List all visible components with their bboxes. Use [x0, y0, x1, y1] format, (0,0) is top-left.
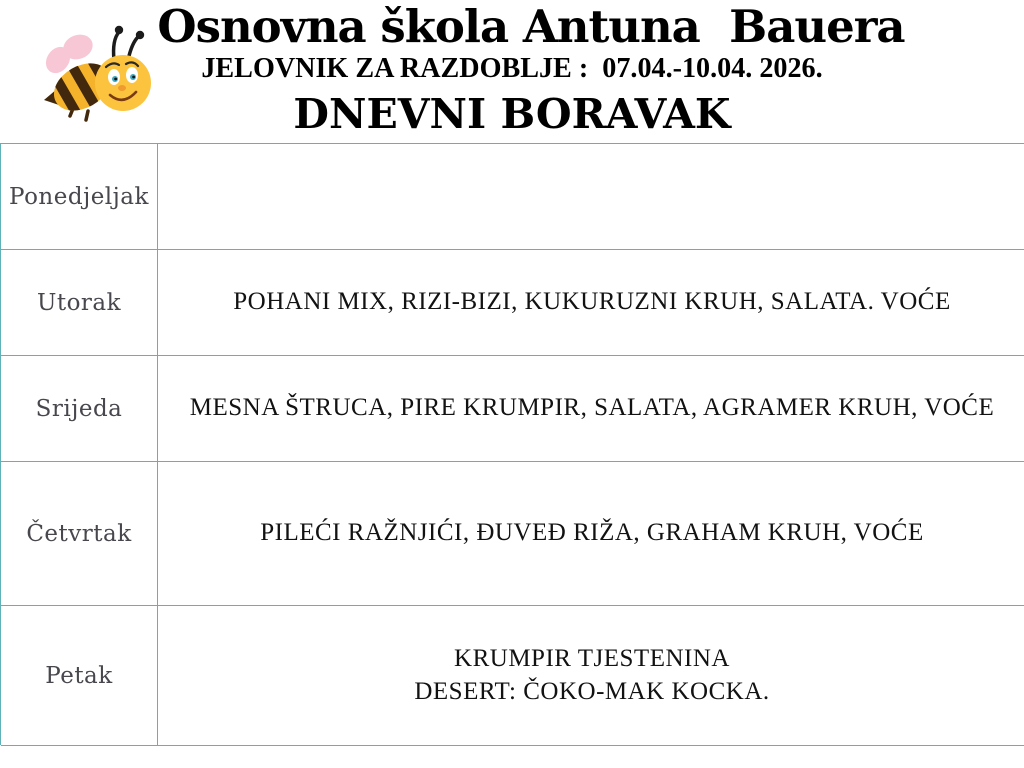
- section-title: DNEVNI BORAVAK: [293, 90, 731, 138]
- meals-cetvrtak: [158, 462, 1024, 606]
- meals-ponedjeljak: [158, 144, 1024, 250]
- day-label-srijeda: Srijeda: [1, 356, 158, 462]
- day-label-ponedjeljak: Ponedjeljak: [1, 144, 158, 250]
- meal-line: KRUMPIR TJESTENINA: [454, 645, 730, 672]
- day-label-petak: Petak: [1, 606, 158, 746]
- meals-utorak: [158, 250, 1024, 356]
- meal-line: DESERT: ČOKO-MAK KOCKA.: [414, 677, 770, 705]
- meal-line: MESNA ŠTRUCA, PIRE KRUMPIR, SALATA, AGRAMER KRUH, VOĆE: [189, 394, 995, 422]
- day-label-cetvrtak: Četvrtak: [1, 462, 158, 606]
- menu-table: [0, 143, 1024, 745]
- school-name: Osnovna škola Antuna Bauera: [157, 0, 905, 53]
- menu-period-title: JELOVNIK ZA RAZDOBLJE : 07.04.-10.04. 2026.: [201, 52, 823, 84]
- header: [0, 0, 1024, 143]
- meal-line: PILEĆI RAŽNJIĆI, ĐUVEĐ RIŽA, GRAHAM KRUH, VOĆE: [260, 519, 924, 547]
- meals-petak: [158, 606, 1024, 746]
- day-label-utorak: Utorak: [1, 250, 158, 356]
- meals-srijeda: [158, 356, 1024, 462]
- meal-line: POHANI MIX, RIZI-BIZI, KUKURUZNI KRUH, SALATA. VOĆE: [233, 288, 951, 316]
